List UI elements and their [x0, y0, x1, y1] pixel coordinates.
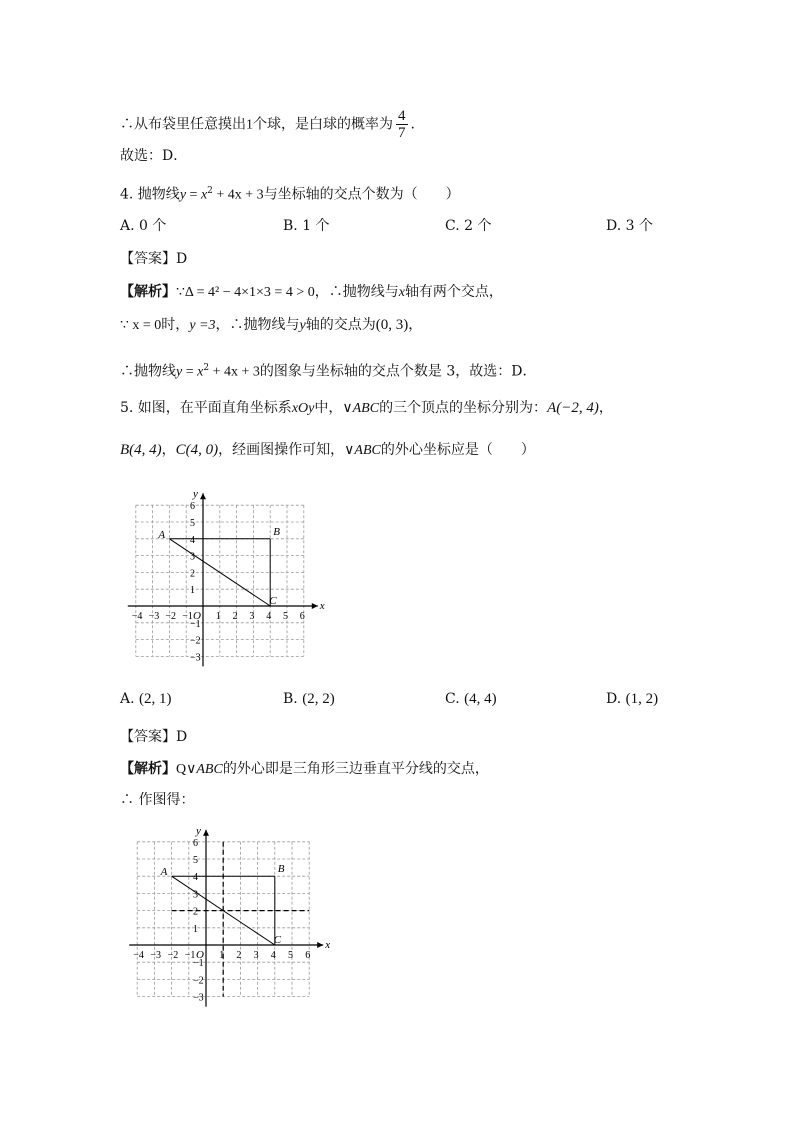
- math-var: x: [197, 364, 204, 380]
- vertex-label-c: C: [269, 595, 277, 607]
- y-tick-label: −1: [190, 618, 201, 630]
- math-var: y: [299, 318, 306, 333]
- math-triangle: ∨ABC: [186, 762, 223, 777]
- text-seg: ∴从布袋里任意摸出: [120, 116, 246, 133]
- x-tick-label: −1: [182, 611, 193, 622]
- text-seg: ，∴抛物线与: [215, 317, 300, 333]
- x-axis-arrow: [312, 603, 318, 609]
- text-seg: 个球，是白球的概率为: [253, 116, 393, 133]
- vertex-label-c: C: [273, 934, 282, 946]
- text-seg: 4. 抛物线: [120, 186, 180, 203]
- option-text: 1 个: [302, 218, 330, 234]
- y-tick-label: 4: [193, 872, 198, 884]
- text-seg: 抛物线与: [342, 284, 399, 300]
- text-seg: 的外心坐标应是（ ）: [380, 442, 535, 458]
- x-tick-label: 3: [249, 611, 255, 622]
- math-exponent: 2: [207, 186, 213, 196]
- x-tick-label: 3: [253, 950, 259, 961]
- text-seg: 轴的交点为: [305, 317, 376, 333]
- option-d: [606, 690, 658, 708]
- text-seg: ，: [598, 400, 613, 416]
- question-5-line-1: [120, 399, 613, 418]
- text-seg: 与坐标轴的交点个数为（ ）: [263, 186, 460, 203]
- option-c: [445, 690, 497, 708]
- math-op: =: [182, 364, 198, 380]
- option-letter: A.: [120, 691, 140, 707]
- math-exponent: 2: [203, 363, 210, 373]
- y-tick-label: −1: [193, 958, 204, 970]
- text-seg: ∴抛物线: [120, 363, 176, 380]
- y-axis-arrow: [200, 493, 206, 499]
- fraction-denominator: 7: [398, 125, 406, 141]
- text-seg: 的三个顶点的坐标分别为：: [379, 400, 548, 416]
- option-c: [445, 217, 491, 235]
- y-tick-label: 6: [193, 837, 198, 849]
- vertex-label-a: A: [158, 528, 166, 541]
- y-axis-label: y: [193, 488, 198, 501]
- x-tick-label: 2: [232, 611, 238, 622]
- y-tick-label: 1: [190, 585, 195, 597]
- y-tick-label: −2: [190, 635, 201, 647]
- text-seg: 的外心即是三角形三边垂直平分线的交点，: [222, 761, 489, 777]
- x-tick-label: −2: [167, 950, 179, 961]
- origin-label: O: [196, 949, 204, 961]
- text-seg: ，: [408, 317, 423, 333]
- x-tick-label: 5: [288, 950, 293, 961]
- y-tick-label: 3: [190, 551, 195, 563]
- math-var: x: [398, 285, 405, 300]
- math-point: A(−2, 4): [547, 400, 599, 416]
- x-tick-label: −3: [148, 611, 160, 622]
- x-axis-label: x: [319, 600, 325, 612]
- origin-label: O: [193, 610, 201, 622]
- option-letter: B.: [283, 218, 303, 234]
- math-var: y: [176, 364, 183, 380]
- x-tick-label: −3: [150, 950, 162, 961]
- y-tick-label: 3: [193, 889, 198, 901]
- fraction-numerator: 4: [398, 108, 406, 124]
- option-letter: B.: [283, 691, 303, 707]
- option-text: (2, 1): [139, 691, 172, 707]
- y-tick-label: −3: [190, 652, 201, 664]
- option-letter: C.: [445, 218, 465, 234]
- y-tick-label: 2: [193, 906, 198, 918]
- option-letter: A.: [120, 218, 140, 234]
- x-tick-label: −4: [133, 950, 144, 961]
- y-axis-label: y: [196, 824, 201, 837]
- math-expr: + 4x + 3: [212, 187, 264, 203]
- math-expr: + 4x + 3: [209, 364, 260, 380]
- math-triangle: ∨ABC: [342, 401, 380, 416]
- math-expr: ∵Δ = 4² − 4×1×3 = 4 > 0，∴: [176, 285, 343, 300]
- text-seg: .: [410, 116, 415, 133]
- x-tick-label: 5: [283, 611, 288, 622]
- math-var: x: [200, 187, 208, 203]
- x-tick-label: 6: [305, 950, 311, 961]
- x-tick-label: −1: [184, 950, 196, 961]
- answer-4: 【答案】D: [120, 251, 188, 267]
- y-tick-label: 4: [190, 534, 195, 546]
- y-tick-label: 1: [193, 923, 198, 935]
- coordinate-graph-solution: [120, 815, 345, 1015]
- math-symbol: Q: [176, 762, 187, 777]
- text-seg: 轴有两个交点，: [404, 284, 503, 300]
- text-num: 1: [246, 117, 253, 133]
- answer-choice-line: 故选：D．: [120, 148, 188, 164]
- option-text: (2, 2): [302, 691, 335, 707]
- answer-5: 【答案】D: [120, 729, 188, 745]
- x-axis-label: x: [325, 939, 331, 951]
- explanation-tag: 【解析】: [120, 284, 176, 300]
- option-text: 2 个: [464, 218, 492, 234]
- explanation-4-line-2: [120, 316, 422, 335]
- option-text: (4, 4): [464, 691, 497, 707]
- x-tick-label: −2: [165, 611, 177, 622]
- vertex-label-b: B: [277, 863, 285, 876]
- option-a: [120, 217, 166, 235]
- math-var: xOy: [291, 401, 315, 416]
- math-expr: ∵ x = 0时，: [120, 318, 190, 333]
- coordinate-graph-question: [120, 476, 340, 668]
- option-letter: D.: [606, 691, 626, 707]
- math-op: =: [186, 187, 201, 203]
- option-letter: D.: [606, 218, 626, 234]
- x-tick-label: 1: [215, 611, 221, 622]
- math-point: B(4, 4): [120, 442, 162, 458]
- option-d: [606, 217, 653, 235]
- text-seg: ，经画图操作可知，: [218, 442, 345, 458]
- x-tick-label: 1: [219, 950, 225, 961]
- text-seg: ，: [161, 442, 176, 458]
- x-axis-arrow: [317, 942, 323, 948]
- text-seg: 5. 如图，在平面直角坐标系: [120, 400, 292, 416]
- x-tick-label: 6: [299, 611, 305, 622]
- text-seg: 的图象与坐标轴的交点个数是 3，故选：D．: [259, 363, 537, 380]
- explanation-5-line-1: [120, 760, 489, 779]
- math-var: y: [179, 187, 187, 203]
- x-tick-label: 4: [266, 611, 272, 622]
- probability-conclusion: [120, 108, 415, 141]
- explanation-tag: 【解析】: [120, 761, 176, 777]
- y-tick-label: 5: [190, 518, 195, 529]
- option-text: 3 个: [625, 218, 653, 234]
- y-tick-label: 5: [193, 855, 198, 866]
- y-axis-arrow: [203, 830, 209, 836]
- option-a: [120, 690, 172, 708]
- option-letter: C.: [445, 691, 465, 707]
- y-tick-label: 6: [190, 501, 195, 513]
- x-tick-label: 4: [270, 950, 276, 961]
- text-seg: 中，: [314, 400, 343, 416]
- question-5-line-2: [120, 441, 535, 460]
- x-tick-label: 2: [236, 950, 242, 961]
- y-tick-label: −3: [193, 992, 204, 1004]
- math-point: C(4, 0): [175, 442, 219, 458]
- explanation-5-line-2: ∴ 作图得：: [120, 792, 195, 808]
- y-tick-label: −2: [193, 975, 204, 987]
- fraction: [396, 108, 408, 141]
- option-text: (1, 2): [625, 691, 659, 707]
- x-tick-label: −4: [131, 611, 143, 622]
- math-expr: y =3: [189, 318, 216, 333]
- explanation-4-line-1: [120, 283, 503, 302]
- y-tick-label: 2: [190, 568, 195, 580]
- option-b: [283, 690, 335, 708]
- explanation-4-line-3: [120, 359, 536, 382]
- option-text: 0 个: [139, 218, 167, 234]
- vertex-label-a: A: [160, 866, 168, 879]
- question-4: [120, 182, 460, 205]
- math-triangle: ∨ABC: [344, 443, 381, 458]
- option-b: [283, 217, 330, 235]
- vertex-label-b: B: [273, 525, 280, 538]
- math-point: (0, 3): [375, 317, 409, 333]
